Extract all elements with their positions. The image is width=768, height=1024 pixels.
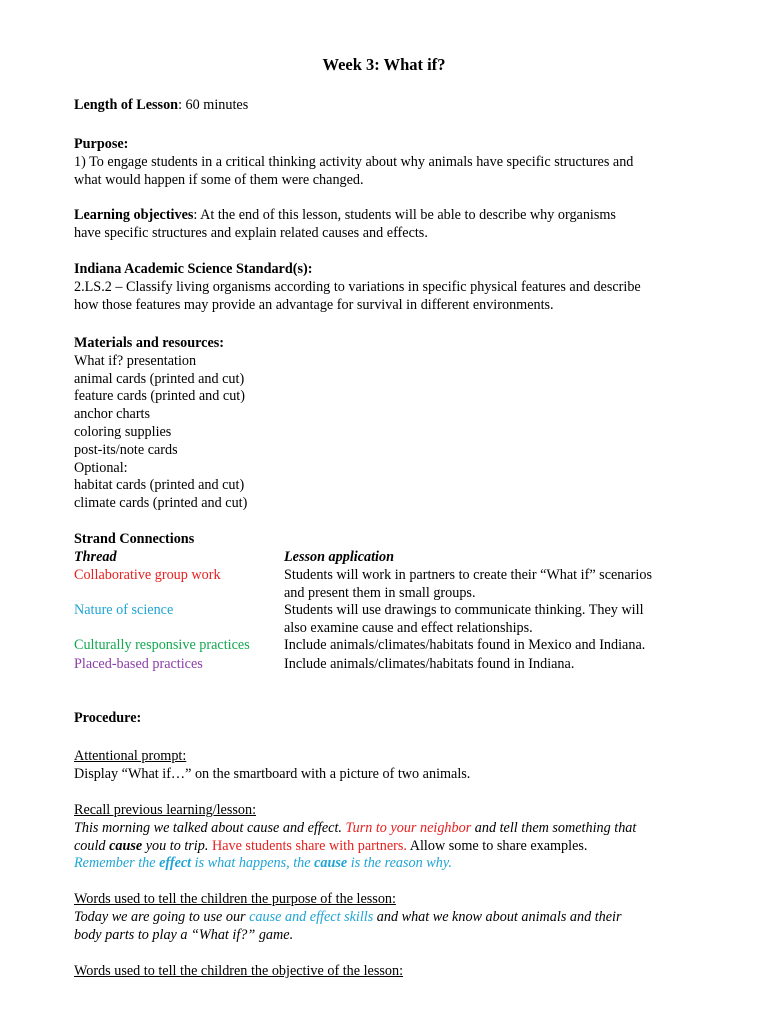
strand-application: also examine cause and effect relationships. bbox=[284, 619, 533, 636]
recall-highlight: Have students share with partners. bbox=[211, 837, 407, 854]
strand-thread: Nature of science bbox=[74, 602, 174, 618]
recall-section bbox=[74, 802, 694, 873]
purpose-line-2: what would happen if some of them were changed. bbox=[74, 171, 364, 188]
strand-application: Include animals/climates/habitats found in Indiana. bbox=[284, 656, 575, 672]
strand-application: Students will work in partners to create their “What if” scenarios bbox=[284, 567, 652, 583]
purpose-words-text: Today we are going to use our bbox=[74, 908, 250, 925]
materials-item: What if? presentation bbox=[74, 352, 197, 369]
standard-code: 2.LS.2 – bbox=[74, 278, 123, 295]
materials-section bbox=[74, 335, 694, 513]
strand-thread: Placed-based practices bbox=[74, 656, 203, 672]
purpose-words-heading: Words used to tell the children the purpose of the lesson: bbox=[74, 891, 396, 907]
application-column-header: Lesson application bbox=[284, 549, 394, 565]
standard-line-2: how those features may provide an advantage for survival in different environments. bbox=[74, 296, 554, 313]
objectives-line-1: : At the end of this lesson, students will be able to describe why organisms bbox=[193, 207, 616, 223]
purpose-words-text: body parts to play a “What if?” game. bbox=[74, 926, 294, 943]
standard-section bbox=[74, 261, 694, 314]
recall-text: you to trip. bbox=[142, 837, 212, 854]
materials-item: feature cards (printed and cut) bbox=[74, 388, 245, 405]
lesson-length bbox=[74, 97, 694, 115]
strand-application: and present them in small groups. bbox=[284, 584, 476, 601]
recall-text: is what happens, the bbox=[191, 855, 315, 872]
purpose-line-1: 1) To engage students in a critical thinking activity about why animals have specific structures and bbox=[74, 153, 634, 170]
materials-item: post-its/note cards bbox=[74, 441, 178, 458]
attentional-prompt-section bbox=[74, 748, 694, 784]
procedure-heading: Procedure: bbox=[74, 710, 142, 726]
materials-item: coloring supplies bbox=[74, 423, 172, 440]
attentional-prompt-text: Display “What if…” on the smartboard with a picture of two animals. bbox=[74, 765, 471, 782]
standard-line-1: Classify living organisms according to variations in specific physical features and describe bbox=[122, 278, 641, 295]
thread-column-header: Thread bbox=[74, 549, 117, 565]
materials-item: Optional: bbox=[74, 459, 128, 476]
standard-heading: Indiana Academic Science Standard(s): bbox=[74, 261, 313, 277]
purpose-words-section bbox=[74, 891, 694, 944]
lesson-length-label: Length of Lesson bbox=[74, 97, 179, 113]
materials-heading: Materials and resources: bbox=[74, 335, 224, 351]
materials-item: climate cards (printed and cut) bbox=[74, 495, 248, 512]
objectives-line-2: have specific structures and explain related causes and effects. bbox=[74, 224, 428, 241]
page-title: Week 3: What if? bbox=[322, 55, 446, 74]
recall-emphasis: effect bbox=[159, 855, 192, 872]
objectives-label: Learning objectives bbox=[74, 207, 194, 223]
materials-item: animal cards (printed and cut) bbox=[74, 370, 245, 387]
recall-text: is the reason why. bbox=[347, 855, 452, 872]
materials-item: habitat cards (printed and cut) bbox=[74, 477, 245, 494]
strand-application: Students will use drawings to communicate thinking. They will bbox=[284, 602, 644, 618]
strand-thread: Collaborative group work bbox=[74, 567, 221, 583]
objective-words-heading: Words used to tell the children the objective of the lesson: bbox=[74, 963, 404, 979]
recall-text: and tell them something that bbox=[471, 819, 637, 836]
objectives-section bbox=[74, 207, 694, 243]
purpose-words-text: and what we know about animals and their bbox=[373, 908, 622, 925]
recall-text: Allow some to share examples. bbox=[406, 837, 588, 854]
recall-emphasis: cause bbox=[109, 837, 143, 854]
purpose-heading: Purpose: bbox=[74, 136, 129, 152]
purpose-section bbox=[74, 136, 694, 189]
lesson-length-value: : 60 minutes bbox=[178, 97, 249, 113]
recall-highlight: Turn to your neighbor bbox=[345, 819, 472, 836]
recall-text: This morning we talked about cause and effect. bbox=[74, 819, 346, 836]
strand-heading: Strand Connections bbox=[74, 531, 195, 547]
recall-text: Remember the bbox=[74, 855, 160, 872]
strand-thread: Culturally responsive practices bbox=[74, 637, 250, 653]
recall-heading: Recall previous learning/lesson: bbox=[74, 802, 257, 818]
recall-text: could bbox=[74, 837, 110, 854]
attentional-prompt-heading: Attentional prompt: bbox=[74, 748, 187, 764]
recall-emphasis: cause bbox=[314, 855, 348, 872]
strand-application: Include animals/climates/habitats found in Mexico and Indiana. bbox=[284, 637, 646, 653]
materials-item: anchor charts bbox=[74, 406, 151, 423]
purpose-words-highlight: cause and effect skills bbox=[249, 908, 374, 925]
